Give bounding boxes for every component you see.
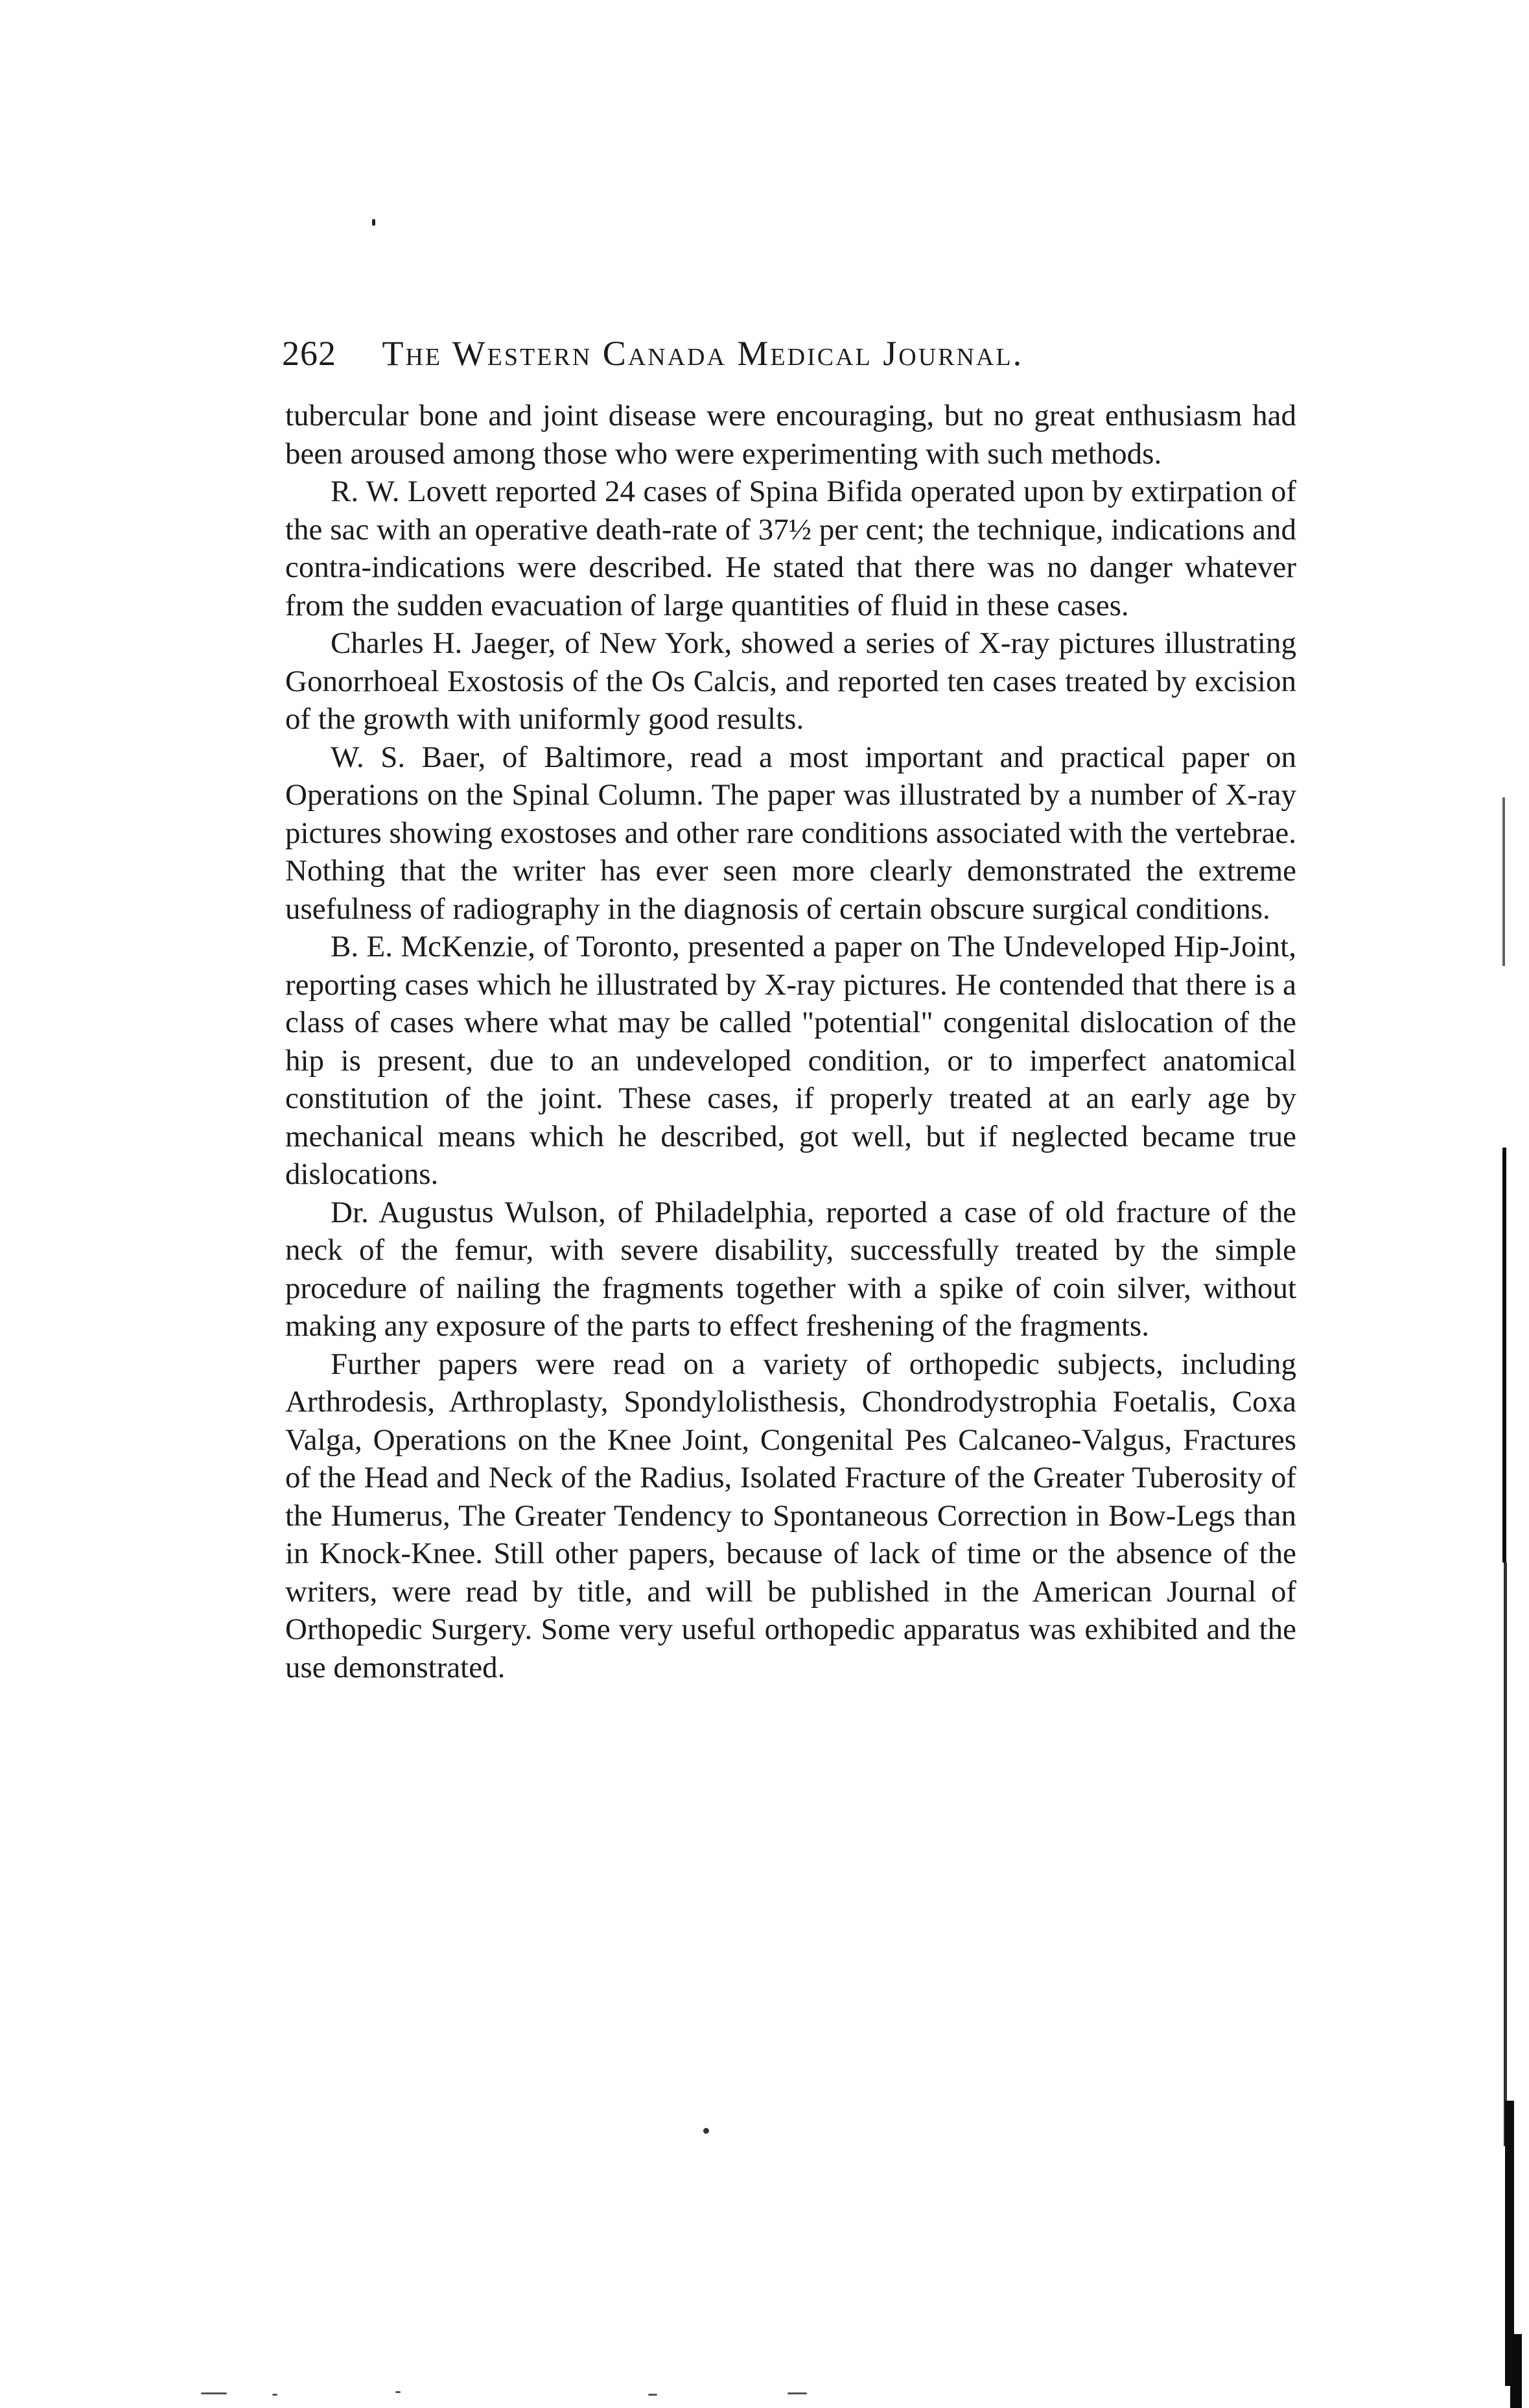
ink-speck [648, 2394, 657, 2396]
ink-speck [395, 2391, 401, 2393]
paragraph-tubercular: tubercular bone and joint disease were encouraging, but no great enthusiasm had been aroused among those who were experimenting with such methods. [285, 399, 1296, 471]
paragraph-further-papers: Further papers were read on a variety of orthopedic subjects, including Arthrodesis, Arthroplasty, Spondylolisthesis, Chondrodystrophia Foetalis, Coxa Valga, Operations on the Knee Joint, Congenital Pes Calcaneo-Valgus, Fractures of the Head and Neck of the Radius, Isolated Fracture of the Greater Tuberosity of the Humerus, The Greater Tendency to Spontaneous Correction in Bow-Legs than in Knock-Knee. Still other papers, because of lack of time or the absence of the writers, were read by title, and will be published in the American Journal of Orthopedic Surgery. Some very useful orthopedic apparatus was exhibited and the use demonstrated. [285, 1347, 1296, 1684]
scan-edge-shadow [1504, 1563, 1507, 2146]
scan-edge-shadow [1510, 2334, 1522, 2408]
paragraph-jaeger: Charles H. Jaeger, of New York, showed a series of X-ray pictures illustrating Gonorrhoeal Exostosis of the Os Calcis, and reported ten cases treated by excision of the growth with uniformly good results. [285, 626, 1296, 736]
journal-title: The Western Canada Medical Journal. [382, 334, 1024, 373]
paragraph-lovett: R. W. Lovett reported 24 cases of Spina Bifida operated upon by extirpation of the sac with an operative death-rate of 37½ per cent; the technique, indications and contra-indications were described. He stated that there was no danger whatever from the sudden evacuation of large quantities of fluid in these cases. [285, 475, 1296, 622]
scan-edge-shadow [1502, 1148, 1506, 1563]
ink-speck [201, 2392, 227, 2394]
ink-speck [272, 2394, 277, 2396]
ink-speck [372, 219, 375, 226]
page-number: 262 [282, 334, 336, 373]
article-body [285, 397, 1296, 1686]
ink-speck [788, 2392, 807, 2394]
scan-edge-shadow [1502, 797, 1505, 966]
paragraph-baer: W. S. Baer, of Baltimore, read a most important and practical paper on Operations on the Spinal Column. The paper was illustrated by a number of X-ray pictures showing exostoses and other rare conditions associated with the vertebrae. Nothing that the writer has ever seen more clearly demonstrated the extreme usefulness of radiography in the diagnosis of certain obscure surgical conditions. [285, 740, 1296, 926]
page-header [282, 331, 1319, 376]
paragraph-wulson: Dr. Augustus Wulson, of Philadelphia, reported a case of old fracture of the neck of the femur, with severe disability, successfully treated by the simple procedure of nailing the fragments together with a spike of coin silver, without making any exposure of the parts to effect freshening of the fragments. [285, 1195, 1296, 1343]
ink-dot [703, 2128, 709, 2134]
paragraph-mckenzie: B. E. McKenzie, of Toronto, presented a paper on The Undeveloped Hip-Joint, reporting cases which he illustrated by X-ray pictures. He contended that there is a class of cases where what may be called "potential" congenital dislocation of the hip is present, due to an undeveloped condition, or to imperfect anatomical constitution of the joint. These cases, if properly treated at an early age by mechanical means which he described, got well, but if neglected became true dislocations. [285, 930, 1296, 1191]
